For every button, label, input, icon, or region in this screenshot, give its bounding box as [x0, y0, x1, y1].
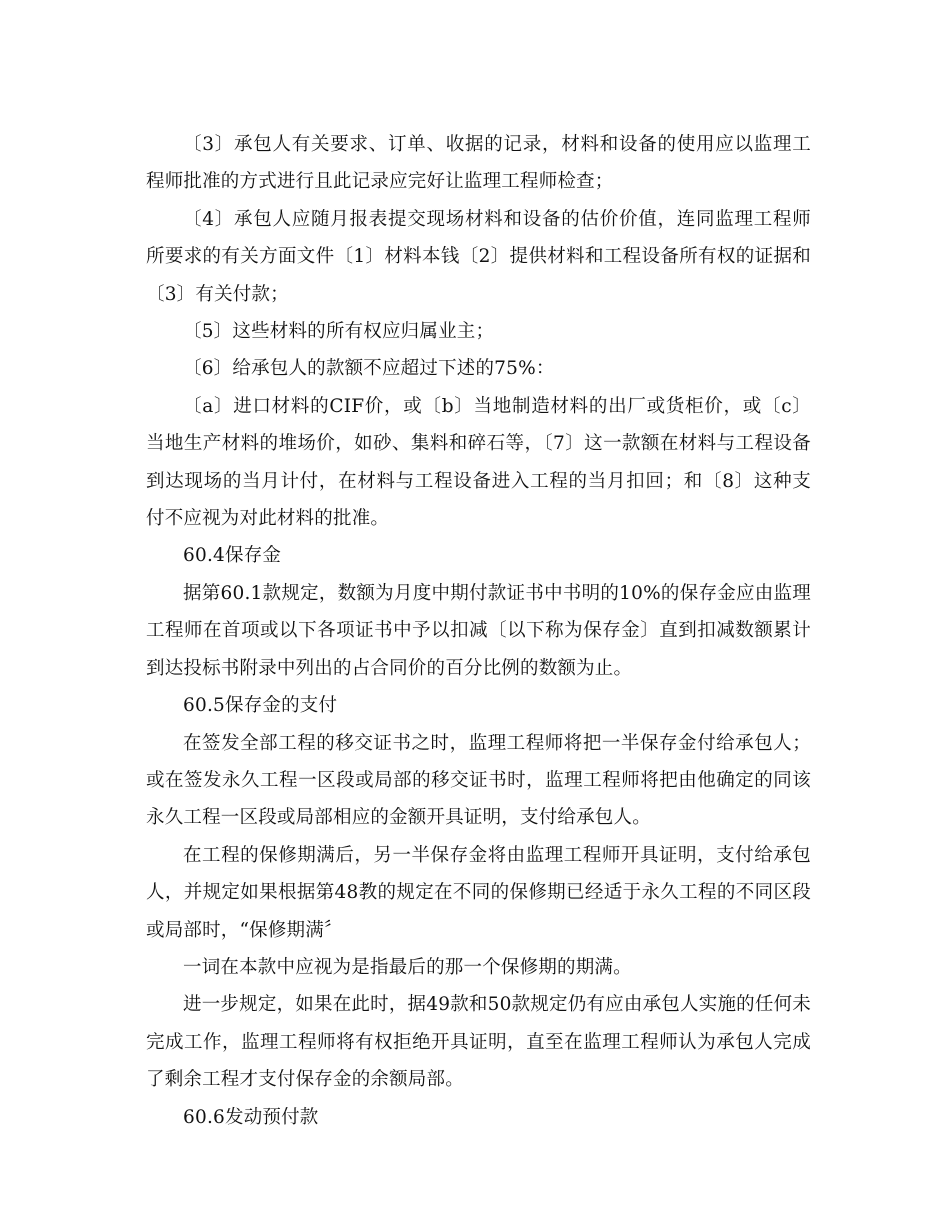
paragraph-price-basis: 〔a〕进口材料的CIF价，或〔b〕当地制造材料的出厂或货柜价，或〔c〕当地生产材料的堆场价，如砂、集料和碎石等，〔7〕这一款额在材料与工程设备到达现场的当月计付，在材料与工程设备进入工程的当月扣回；和〔8〕这种支付不应视为对此材料的批准。 — [146, 395, 811, 530]
section-heading-60-5: 60.5保存金的支付 — [183, 695, 338, 717]
paragraph-further-provision: 进一步规定，如果在此时，据49款和50款规定仍有应由承包人实施的任何未完成工作，监理工程师将有权拒绝开具证明，直至在监理工程师认为承包人完成了剩余工程才支付保存金的余额局部。 — [146, 994, 811, 1091]
paragraph-retention-deduction: 据第60.1款规定，数额为月度中期付款证书中书明的10%的保存金应由监理工程师在首项或以下各项证书中予以扣减〔以下称为保存金〕直到扣减数额累计到达投标书附录中列出的占合同价的百分比例的数额为止。 — [146, 582, 811, 679]
paragraph-retention-first-half: 在签发全部工程的移交证书之时，监理工程师将把一半保存金付给承包人；或在签发永久工程一区段或局部的移交证书时，监理工程师将把由他确定的同该永久工程一区段或局部相应的金额开具证明，支付给承包人。 — [146, 732, 811, 829]
document-body — [146, 126, 811, 1136]
paragraph-item-6: 〔6〕给承包人的款额不应超过下述的75%： — [183, 358, 555, 380]
section-heading-60-6: 60.6发动预付款 — [183, 1106, 319, 1128]
paragraph-retention-second-half: 在工程的保修期满后，另一半保存金将由监理工程师开具证明，支付给承包人，并规定如果根据第48教的规定在不同的保修期已经适于永久工程的不同区段或局部时，“保修期满〞 — [146, 844, 811, 941]
paragraph-maintenance-period-term: 一词在本款中应视为是指最后的那一个保修期的期满。 — [183, 956, 632, 978]
paragraph-item-3: 〔3〕承包人有关要求、订单、收据的记录，材料和设备的使用应以监理工程师批准的方式进行且此记录应完好让监理工程师检查； — [146, 134, 811, 193]
paragraph-item-5: 〔5〕这些材料的所有权应归属业主； — [183, 321, 495, 343]
section-heading-60-4: 60.4保存金 — [183, 545, 282, 567]
paragraph-item-4: 〔4〕承包人应随月报表提交现场材料和设备的估价价值，连同监理工程师所要求的有关方面文件〔1〕材料本钱〔2〕提供材料和工程设备所有权的证据和〔3〕有关付款； — [146, 208, 811, 305]
